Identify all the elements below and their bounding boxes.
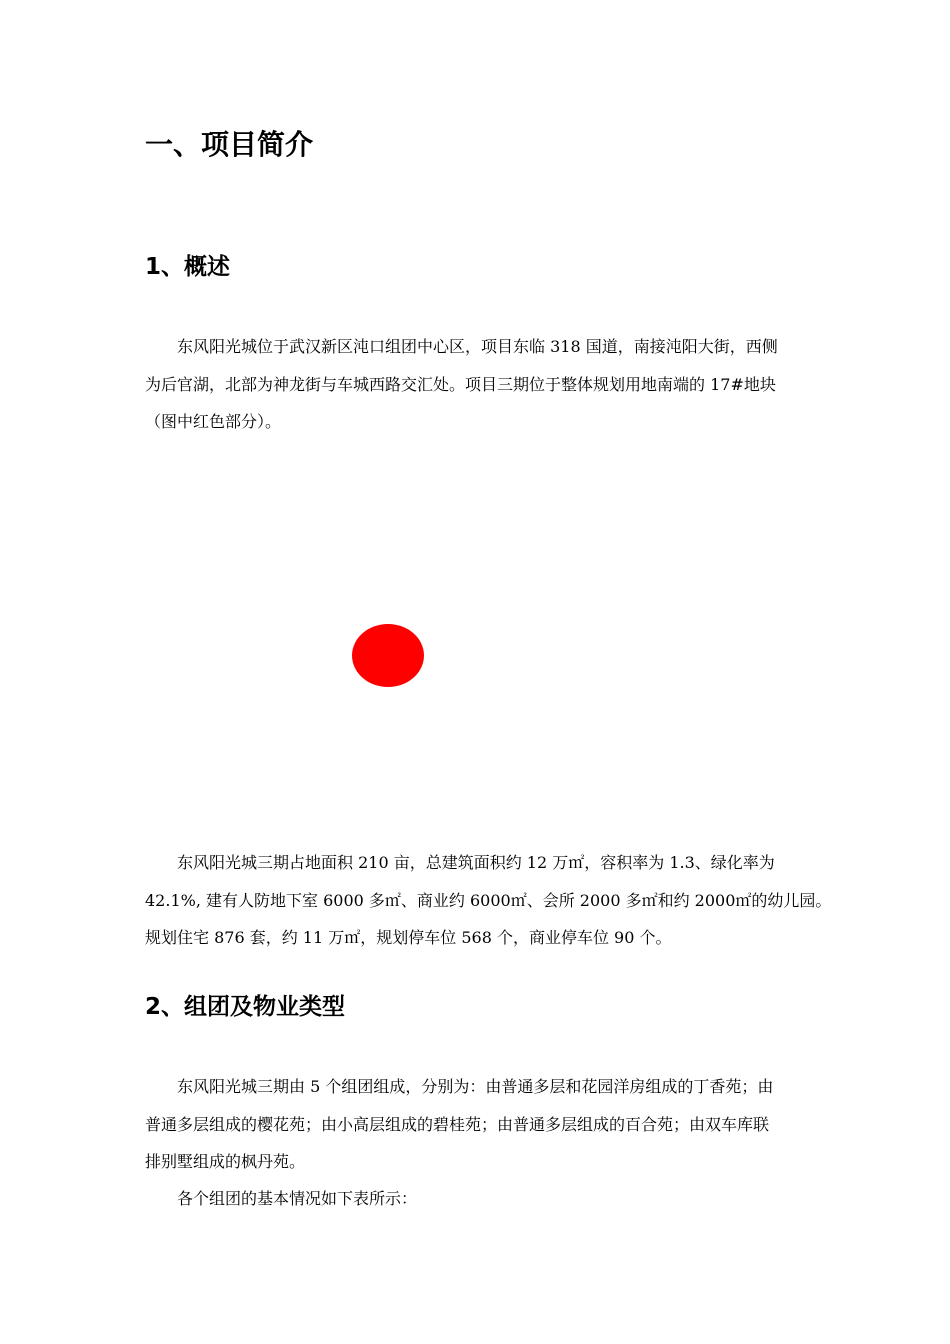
paragraph-location	[145, 328, 807, 441]
paragraph-line: 规划住宅 876 套，约 11 万㎡，规划停车位 568 个，商业停车位 90 个。	[145, 928, 672, 947]
heading-groups-property-types: 2、组团及物业类型	[145, 994, 346, 1020]
paragraph-line: （图中红色部分）。	[145, 412, 282, 431]
paragraph-statistics	[145, 844, 832, 957]
paragraph-line: 42.1%, 建有人防地下室 6000 多㎡、商业约 6000㎡、会所 2000 多㎡和约 2000㎡的幼儿园。	[145, 890, 832, 910]
heading-project-intro: 一、项目简介	[145, 128, 314, 161]
paragraph-line: 东风阳光城位于武汉新区沌口组团中心区，项目东临 318 国道，南接沌阳大街，西侧	[177, 337, 778, 356]
paragraph-line: 排别墅组成的枫丹苑。	[145, 1152, 306, 1171]
paragraph-table-intro: 各个组团的基本情况如下表所示：	[177, 1189, 418, 1208]
paragraph-line: 普通多层组成的樱花苑；由小高层组成的碧桂苑；由普通多层组成的百合苑；由双车库联	[145, 1114, 770, 1134]
paragraph-groups	[145, 1068, 807, 1181]
paragraph-line: 东风阳光城三期占地面积 210 亩，总建筑面积约 12 万㎡，容积率为 1.3、绿化率为	[177, 853, 775, 872]
paragraph-line: 为后官湖，北部为神龙街与车城西路交汇处。项目三期位于整体规划用地南端的 17#地块	[145, 374, 776, 394]
heading-overview: 1、概述	[145, 254, 231, 280]
paragraph-line: 东风阳光城三期由 5 个组团组成，分别为：由普通多层和花园洋房组成的丁香苑；由	[177, 1077, 774, 1096]
red-plot-marker	[352, 624, 424, 687]
